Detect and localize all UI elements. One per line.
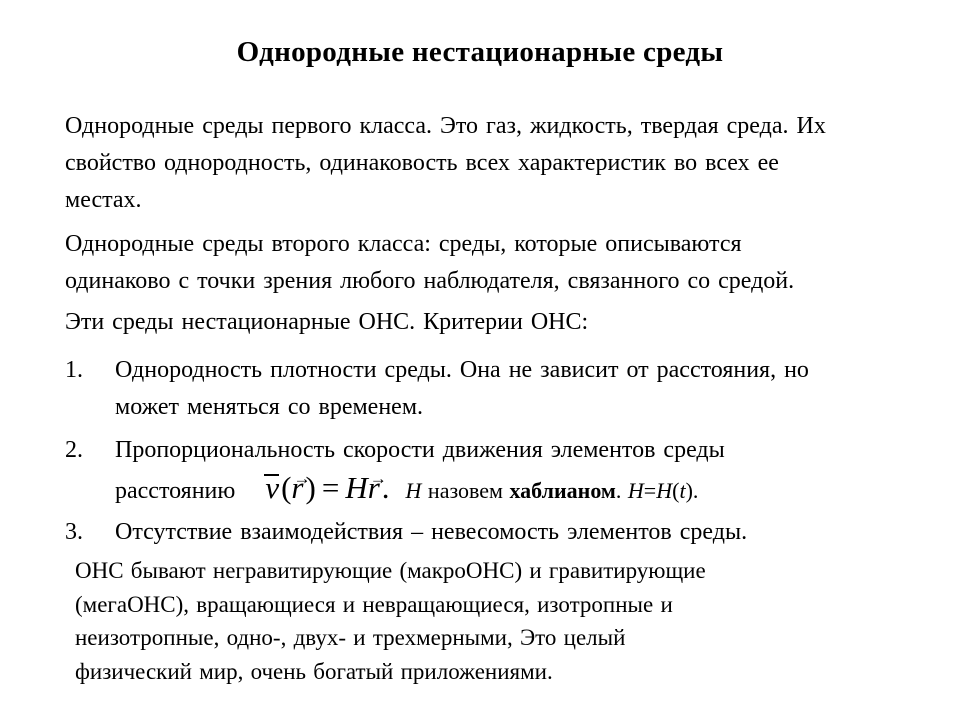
text-line: Отсутствие взаимодействия – невесомость элементов среды. (115, 519, 748, 545)
list-number: 3. (65, 519, 83, 545)
left-paren: ( (281, 470, 292, 505)
text-line: местах. (65, 187, 142, 213)
formula-commentary (406, 478, 699, 503)
list-item-2 (65, 432, 725, 510)
hubble-H: H (405, 478, 422, 503)
period: . (381, 470, 390, 505)
hubble-H: H (627, 478, 644, 503)
list-number: 1. (65, 357, 83, 383)
text-line: Однородные среды первого класса. Это газ, жидкость, твердая среда. Их (65, 113, 826, 139)
list-item-1 (65, 352, 809, 426)
right-paren: ) (305, 470, 316, 505)
vector-v-bar: v (265, 470, 280, 505)
text-line: одинаково с точки зрения любого наблюдателя, связанного со средой. (65, 268, 795, 294)
vector-r: r → (368, 469, 380, 506)
text-run: расстоянию (115, 478, 236, 504)
text-line: неизотропные, одно-, двух- и трехмерными, Это целый (75, 625, 626, 650)
hubble-law-formula (263, 470, 389, 505)
term-hablianom: хаблианом (509, 478, 616, 503)
list-number: 2. (65, 437, 83, 463)
text-line: Однородные среды второго класса: среды, которые описываются (65, 231, 742, 257)
text-line: физический мир, очень богатый приложениями. (75, 658, 553, 684)
paragraph-ons-types (75, 554, 706, 688)
list-item-3 (65, 514, 747, 551)
text-line: (мегаОНС), вращающиеся и невращающиеся, изотропные и (75, 591, 673, 617)
right-paren: ). (685, 478, 699, 503)
paragraph-criteria-intro (65, 304, 588, 341)
formula-line (115, 469, 725, 510)
list-item-3-body (115, 514, 747, 551)
text-line: Однородность плотности среды. Она не зависит от расстояния, но (115, 357, 809, 383)
hubble-H: H (345, 470, 368, 505)
equals-sign: = (643, 478, 657, 503)
text-line: Эти среды нестационарные ОНС. Критерии ОНС: (65, 309, 589, 335)
slide-title: Однородные нестационарные среды (236, 36, 724, 68)
list-item-2-body (115, 432, 725, 510)
text-line: Пропорциональность скорости движения элементов среды (115, 437, 725, 463)
paragraph-first-class-media (65, 108, 826, 219)
list-item-1-body (115, 352, 809, 426)
text-line: ОНС бывают негравитирующие (макроОНС) и гравитирующие (75, 558, 706, 583)
time-variable: t (679, 478, 686, 503)
hubble-H: H (656, 478, 673, 503)
equals-sign: = (321, 470, 340, 505)
paragraph-second-class-media (65, 226, 794, 300)
vector-r: r → (291, 469, 303, 506)
text-run: назовем (421, 478, 510, 503)
left-paren: ( (672, 478, 680, 503)
text-line: может меняться со временем. (115, 394, 424, 420)
text-line: свойство однородность, одинаковость всех характеристик во всех ее (65, 150, 779, 176)
text-run: . (615, 478, 628, 503)
